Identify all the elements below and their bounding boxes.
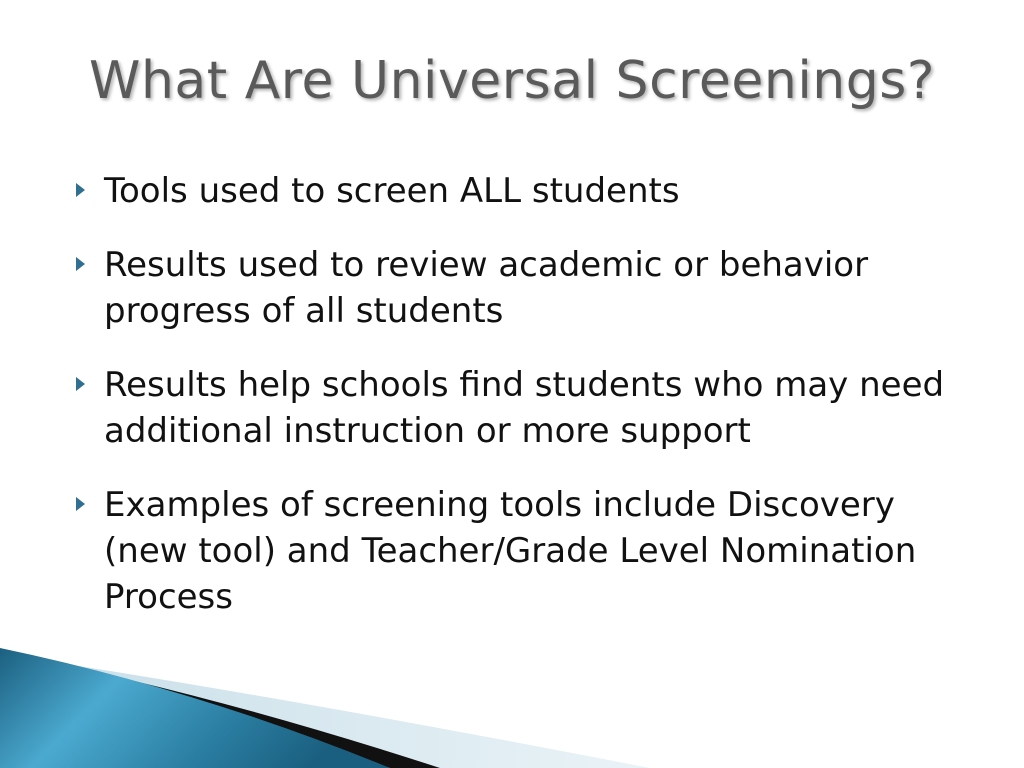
bullet-text: Results used to review academic or behavior progress of all students [104, 245, 869, 331]
bullet-item [72, 168, 972, 214]
bullet-list [72, 168, 972, 648]
right-triangle-icon [76, 257, 85, 271]
bullet-item [72, 482, 972, 620]
slide-title: What Are Universal Screenings? [89, 51, 935, 111]
right-triangle-icon [76, 497, 85, 511]
swoosh-black-band [0, 652, 440, 768]
bullet-item [72, 362, 972, 454]
right-triangle-icon [76, 377, 85, 391]
swoosh-light-band [40, 660, 650, 768]
bullet-text: Results help schools find students who may need additional instruction or more support [104, 365, 945, 451]
bullet-text: Tools used to screen ALL students [104, 171, 680, 211]
bullet-item [72, 242, 972, 334]
right-triangle-icon [76, 183, 85, 197]
bullet-text: Examples of screening tools include Discovery (new tool) and Teacher/Grade Level Nomination Process [104, 485, 917, 617]
swoosh-blue-band [0, 648, 390, 768]
